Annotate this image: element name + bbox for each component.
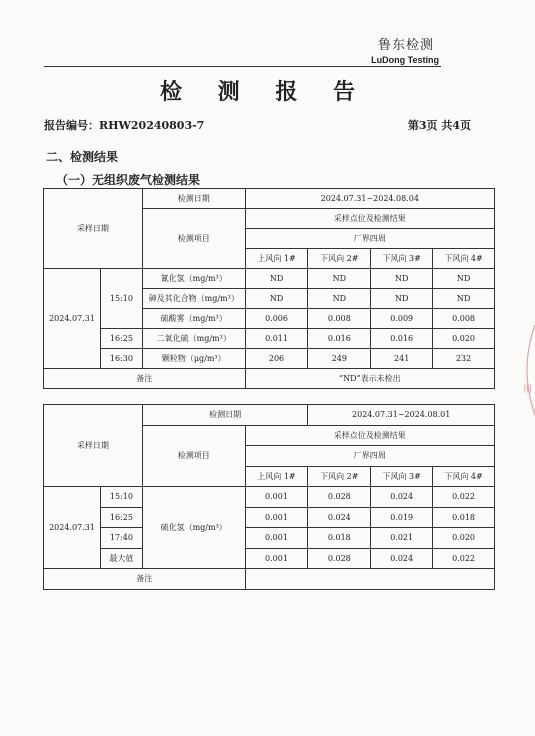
result-cell: 0.024 — [371, 487, 433, 508]
sample-time: 17:40 — [100, 528, 142, 549]
result-cell: ND — [433, 269, 495, 289]
sampling-point-results-header: 采样点位及检测结果 — [245, 425, 494, 446]
point-header: 下风向 4# — [433, 249, 495, 269]
result-cell: 0.001 — [245, 548, 308, 569]
result-cell: 206 — [245, 349, 308, 369]
result-cell: 232 — [433, 349, 495, 369]
result-cell: ND — [308, 269, 371, 289]
result-cell: 241 — [371, 349, 433, 369]
section-title: 二、检测结果 — [46, 150, 119, 164]
sample-date: 2024.07.31 — [44, 487, 101, 569]
point-header: 上风向 1# — [245, 466, 308, 487]
result-cell: 0.020 — [433, 329, 495, 349]
table-row — [44, 528, 495, 549]
subsection-title: （一）无组织废气检测结果 — [56, 173, 201, 187]
result-cell: ND — [371, 289, 433, 309]
result-cell: 0.016 — [308, 329, 371, 349]
sample-time: 15:10 — [100, 269, 142, 329]
point-header: 下风向 3# — [371, 466, 433, 487]
notes-value: “ND”表示未检出 — [245, 369, 494, 389]
report-number: 报告编号：RHW20240803-7 — [44, 119, 205, 132]
point-header: 下风向 2# — [308, 249, 371, 269]
result-cell: 0.008 — [433, 309, 495, 329]
result-cell: 0.001 — [245, 487, 308, 508]
page-info: 第3页 共4页 — [407, 119, 471, 132]
point-header: 下风向 2# — [308, 466, 371, 487]
result-cell: ND — [308, 289, 371, 309]
table-row — [44, 349, 495, 369]
result-cell: 0.001 — [245, 507, 308, 528]
results-table-2 — [43, 404, 495, 590]
results-table-1 — [43, 188, 495, 389]
sample-time: 15:10 — [100, 487, 142, 508]
result-cell: 0.008 — [308, 309, 371, 329]
brand-name-en: LuDong Testing — [371, 55, 439, 65]
notes-label: 备注 — [44, 569, 246, 590]
result-cell: ND — [245, 269, 308, 289]
sampling-point-results-header: 采样点位及检测结果 — [245, 209, 494, 229]
point-header: 上风向 1# — [245, 249, 308, 269]
plant-boundary-header: 厂界四周 — [245, 229, 494, 249]
test-item: 氰化氢（mg/m³） — [142, 269, 245, 289]
result-cell: 0.022 — [433, 548, 495, 569]
table-row — [44, 507, 495, 528]
test-item: 硫化氢（mg/m³） — [142, 487, 245, 569]
test-date-value: 2024.07.31~2024.08.01 — [308, 405, 495, 426]
test-item-header: 检测项目 — [142, 209, 245, 269]
result-cell: 0.016 — [371, 329, 433, 349]
result-cell: 0.024 — [371, 548, 433, 569]
sample-date: 2024.07.31 — [44, 269, 101, 369]
result-cell: ND — [433, 289, 495, 309]
test-item: 砷及其化合物（mg/m³） — [142, 289, 245, 309]
notes-value — [245, 569, 494, 590]
test-date-label: 检测日期 — [142, 405, 308, 426]
table-row — [44, 548, 495, 569]
brand-name-cn: 鲁东检测 — [377, 38, 434, 53]
point-header: 下风向 4# — [433, 466, 495, 487]
sample-time: 16:25 — [100, 329, 142, 349]
result-cell: ND — [245, 289, 308, 309]
table-row — [44, 329, 495, 349]
sampling-date-header: 采样日期 — [44, 189, 143, 269]
stamp-text: 用 — [523, 385, 533, 395]
result-cell: 249 — [308, 349, 371, 369]
table-row — [44, 487, 495, 508]
result-cell: 0.018 — [308, 528, 371, 549]
test-date-value: 2024.07.31~2024.08.04 — [245, 189, 494, 209]
point-header: 下风向 3# — [371, 249, 433, 269]
test-item: 二氧化硫（mg/m³） — [142, 329, 245, 349]
result-cell: 0.011 — [245, 329, 308, 349]
result-cell: 0.020 — [433, 528, 495, 549]
result-cell: 0.022 — [433, 487, 495, 508]
seal-stamp-partial — [515, 320, 535, 420]
max-value-label: 最大值 — [100, 548, 142, 569]
sample-time: 16:25 — [100, 507, 142, 528]
result-cell: ND — [371, 269, 433, 289]
result-cell: 0.006 — [245, 309, 308, 329]
test-date-label: 检测日期 — [142, 189, 245, 209]
document-title: 检 测 报 告 — [160, 79, 369, 105]
test-item: 硫酸雾（mg/m³） — [142, 309, 245, 329]
header-divider — [44, 66, 441, 67]
result-cell: 0.009 — [371, 309, 433, 329]
table-row — [44, 269, 495, 289]
result-cell: 0.018 — [433, 507, 495, 528]
test-item: 颗粒物（μg/m³） — [142, 349, 245, 369]
result-cell: 0.019 — [371, 507, 433, 528]
result-cell: 0.024 — [308, 507, 371, 528]
plant-boundary-header: 厂界四周 — [245, 446, 494, 467]
result-cell: 0.028 — [308, 548, 371, 569]
result-cell: 0.028 — [308, 487, 371, 508]
result-cell: 0.021 — [371, 528, 433, 549]
sample-time: 16:30 — [100, 349, 142, 369]
test-item-header: 检测项目 — [142, 425, 245, 487]
result-cell: 0.001 — [245, 528, 308, 549]
sampling-date-header: 采样日期 — [44, 405, 143, 487]
notes-label: 备注 — [44, 369, 246, 389]
